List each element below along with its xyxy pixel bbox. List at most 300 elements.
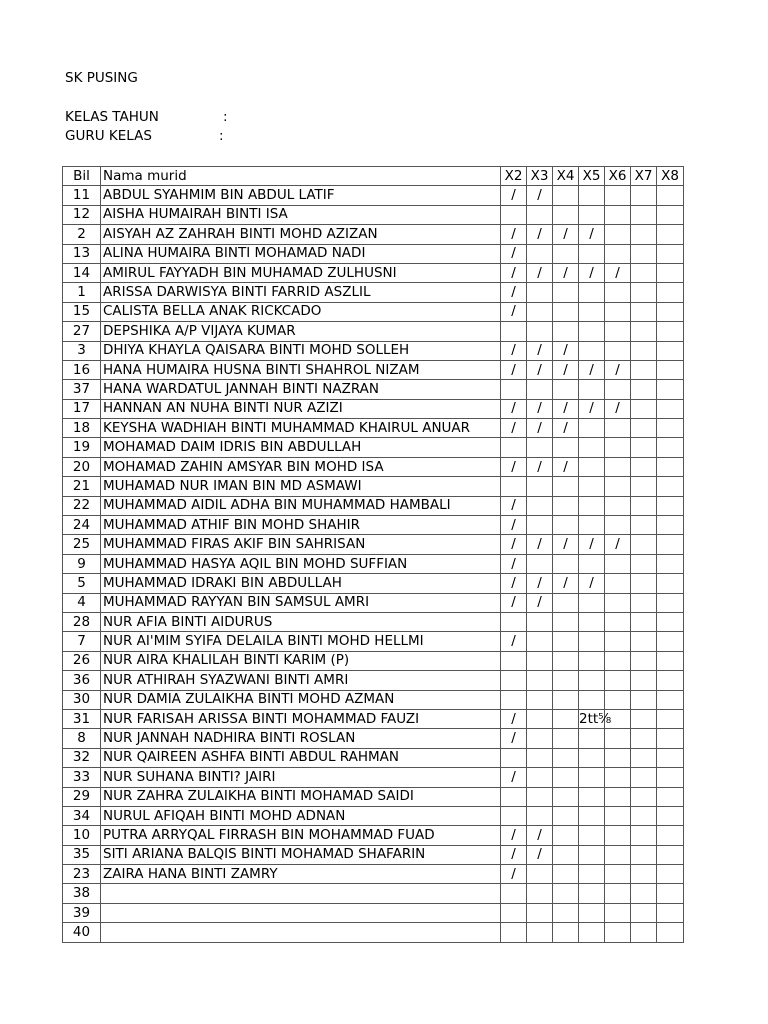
row-bil: 33 [63,768,101,787]
row-mark-x6 [605,380,631,399]
row-mark-x6 [605,419,631,438]
row-mark-x8 [657,865,684,884]
row-mark-x6 [605,845,631,864]
table-row [63,225,684,244]
row-mark-x5 [579,729,605,748]
row-mark-x7 [631,477,657,496]
table-row [63,535,684,554]
row-mark-x2 [501,787,527,806]
row-student-name: NUR AIRA KHALILAH BINTI KARIM (P) [101,651,501,670]
row-student-name: AISYAH AZ ZAHRAH BINTI MOHD AZIZAN [101,225,501,244]
row-mark-x6: / [605,399,631,418]
row-mark-x5: / [579,535,605,554]
row-mark-x8 [657,612,684,631]
row-mark-x8 [657,806,684,825]
row-mark-x8 [657,884,684,903]
row-mark-x2: / [501,729,527,748]
row-mark-x7 [631,496,657,515]
row-mark-x5 [579,903,605,922]
row-mark-x7 [631,263,657,282]
row-mark-x4 [553,496,579,515]
row-mark-x7 [631,380,657,399]
row-mark-x5 [579,612,605,631]
row-mark-x5 [579,283,605,302]
row-student-name: CALISTA BELLA ANAK RICKCADO [101,302,501,321]
row-mark-x2: / [501,186,527,205]
row-mark-x4: / [553,360,579,379]
row-mark-x4: / [553,535,579,554]
row-mark-x2: / [501,865,527,884]
row-bil: 5 [63,574,101,593]
row-mark-x6 [605,554,631,573]
row-mark-x2: / [501,574,527,593]
row-mark-x3 [527,690,553,709]
row-mark-x2 [501,884,527,903]
row-mark-x7 [631,225,657,244]
header-x3: X3 [527,167,553,186]
row-mark-x6 [605,903,631,922]
row-mark-x6 [605,477,631,496]
row-mark-x4 [553,244,579,263]
header-x2: X2 [501,167,527,186]
row-mark-x7 [631,186,657,205]
table-row [63,845,684,864]
row-mark-x8 [657,903,684,922]
row-mark-x2: / [501,225,527,244]
header-nama-murid: Nama murid [101,167,501,186]
row-mark-x6 [605,768,631,787]
row-mark-x8 [657,845,684,864]
row-mark-x6 [605,322,631,341]
row-mark-x3 [527,729,553,748]
table-row [63,516,684,535]
table-row [63,923,684,942]
table-row [63,690,684,709]
row-mark-x4 [553,593,579,612]
row-mark-x2 [501,806,527,825]
row-mark-x4 [553,768,579,787]
row-mark-x4 [553,554,579,573]
row-mark-x5 [579,748,605,767]
row-mark-x8 [657,826,684,845]
row-mark-x6 [605,729,631,748]
row-student-name: NURUL AFIQAH BINTI MOHD ADNAN [101,806,501,825]
row-mark-x8 [657,225,684,244]
row-mark-x4 [553,690,579,709]
row-mark-x5 [579,865,605,884]
row-mark-x5 [579,516,605,535]
row-mark-x5 [579,651,605,670]
header-x6: X6 [605,167,631,186]
row-mark-x6 [605,651,631,670]
row-mark-x3 [527,806,553,825]
row-mark-x6 [605,302,631,321]
row-mark-x2 [501,477,527,496]
row-mark-x8 [657,263,684,282]
row-mark-x7 [631,826,657,845]
row-bil: 10 [63,826,101,845]
row-mark-x8 [657,457,684,476]
row-mark-x7 [631,632,657,651]
row-mark-x4 [553,709,579,728]
row-mark-x7 [631,884,657,903]
table-body [63,186,684,942]
row-bil: 34 [63,806,101,825]
row-bil: 37 [63,380,101,399]
row-mark-x2 [501,671,527,690]
row-mark-x6: / [605,535,631,554]
row-mark-x4 [553,826,579,845]
row-mark-x6 [605,865,631,884]
row-mark-x7 [631,923,657,942]
row-mark-x2 [501,205,527,224]
row-mark-x3 [527,884,553,903]
row-mark-x5 [579,341,605,360]
row-bil: 29 [63,787,101,806]
row-mark-x3 [527,709,553,728]
row-mark-x5 [579,632,605,651]
guru-kelas-label: GURU KELAS [65,128,152,144]
row-mark-x7 [631,399,657,418]
row-mark-x3 [527,496,553,515]
row-mark-x5 [579,205,605,224]
row-mark-x3 [527,516,553,535]
row-mark-x5: / [579,574,605,593]
row-mark-x7 [631,845,657,864]
row-bil: 16 [63,360,101,379]
row-mark-x2: / [501,360,527,379]
row-mark-x2: / [501,826,527,845]
row-mark-x4 [553,322,579,341]
row-mark-x6 [605,186,631,205]
row-mark-x6 [605,826,631,845]
row-mark-x5 [579,496,605,515]
row-mark-x5 [579,438,605,457]
row-mark-x3: / [527,574,553,593]
row-mark-x6 [605,690,631,709]
table-row [63,884,684,903]
row-mark-x8 [657,322,684,341]
row-mark-x4: / [553,457,579,476]
row-mark-x3 [527,283,553,302]
row-student-name: SITI ARIANA BALQIS BINTI MOHAMAD SHAFARIN [101,845,501,864]
row-mark-x4 [553,516,579,535]
row-mark-x8 [657,477,684,496]
row-mark-x4 [553,903,579,922]
row-mark-x6 [605,671,631,690]
row-bil: 28 [63,612,101,631]
row-mark-x4 [553,729,579,748]
row-mark-x5: / [579,225,605,244]
row-mark-x6 [605,787,631,806]
row-mark-x7 [631,244,657,263]
row-student-name: NUR AI'MIM SYIFA DELAILA BINTI MOHD HELLMI [101,632,501,651]
row-mark-x8 [657,535,684,554]
header-x8: X8 [657,167,684,186]
row-student-name: ZAIRA HANA BINTI ZAMRY [101,865,501,884]
row-mark-x2: / [501,457,527,476]
row-student-name: NUR JANNAH NADHIRA BINTI ROSLAN [101,729,501,748]
row-student-name: KEYSHA WADHIAH BINTI MUHAMMAD KHAIRUL ANUAR [101,419,501,438]
table-row [63,380,684,399]
table-row [63,360,684,379]
row-mark-x2: / [501,263,527,282]
row-mark-x3 [527,380,553,399]
guru-kelas-line [65,128,224,144]
row-mark-x7 [631,690,657,709]
row-bil: 40 [63,923,101,942]
table-row [63,322,684,341]
row-mark-x3 [527,865,553,884]
row-mark-x3: / [527,263,553,282]
row-mark-x7 [631,205,657,224]
row-student-name: NUR SUHANA BINTI? JAIRI [101,768,501,787]
row-mark-x4 [553,806,579,825]
row-mark-x3: / [527,535,553,554]
row-mark-x5 [579,884,605,903]
row-mark-x2 [501,903,527,922]
table-row [63,341,684,360]
row-bil: 23 [63,865,101,884]
row-mark-x2: / [501,632,527,651]
row-bil: 1 [63,283,101,302]
row-student-name: MUHAMAD NUR IMAN BIN MD ASMAWI [101,477,501,496]
header-x5: X5 [579,167,605,186]
row-bil: 32 [63,748,101,767]
row-mark-x6 [605,574,631,593]
row-mark-x3 [527,322,553,341]
row-bil: 13 [63,244,101,263]
row-student-name: MOHAMAD ZAHIN AMSYAR BIN MOHD ISA [101,457,501,476]
row-mark-x5 [579,186,605,205]
row-mark-x6 [605,283,631,302]
row-mark-x8 [657,360,684,379]
row-mark-x5 [579,380,605,399]
row-mark-x8 [657,205,684,224]
row-mark-x2: / [501,341,527,360]
row-mark-x5 [579,593,605,612]
row-mark-x6: / [605,360,631,379]
row-mark-x8 [657,244,684,263]
row-mark-x4 [553,477,579,496]
table-row [63,632,684,651]
row-mark-x2 [501,923,527,942]
row-student-name: MUHAMMAD RAYYAN BIN SAMSUL AMRI [101,593,501,612]
row-mark-x2: / [501,535,527,554]
row-student-name: NUR ATHIRAH SYAZWANI BINTI AMRI [101,671,501,690]
row-student-name [101,903,501,922]
row-mark-x2: / [501,419,527,438]
row-mark-x8 [657,787,684,806]
row-mark-x8 [657,593,684,612]
row-bil: 11 [63,186,101,205]
row-mark-x2 [501,380,527,399]
row-mark-x7 [631,574,657,593]
row-mark-x3 [527,923,553,942]
kelas-tahun-separator: : [223,109,228,125]
row-mark-x3 [527,612,553,631]
row-mark-x3 [527,244,553,263]
row-mark-x5 [579,690,605,709]
row-mark-x7 [631,419,657,438]
row-mark-x2: / [501,496,527,515]
header-bil: Bil [63,167,101,186]
row-mark-x7 [631,438,657,457]
row-mark-x7 [631,748,657,767]
row-mark-x8 [657,516,684,535]
row-student-name: MUHAMMAD IDRAKI BIN ABDULLAH [101,574,501,593]
row-bil: 2 [63,225,101,244]
row-bil: 38 [63,884,101,903]
table-row [63,729,684,748]
row-mark-x5 [579,244,605,263]
row-mark-x7 [631,360,657,379]
row-mark-x2: / [501,593,527,612]
row-mark-x7 [631,283,657,302]
row-student-name: NUR AFIA BINTI AIDURUS [101,612,501,631]
table-row [63,302,684,321]
row-mark-x3: / [527,845,553,864]
table-row [63,806,684,825]
row-mark-x8 [657,186,684,205]
row-student-name: MOHAMAD DAIM IDRIS BIN ABDULLAH [101,438,501,457]
row-bil: 26 [63,651,101,670]
row-mark-x3: / [527,186,553,205]
row-mark-x5: / [579,399,605,418]
row-mark-x2: / [501,283,527,302]
table-row [63,865,684,884]
row-mark-x7 [631,865,657,884]
row-bil: 22 [63,496,101,515]
row-student-name: HANA WARDATUL JANNAH BINTI NAZRAN [101,380,501,399]
row-mark-x4: / [553,574,579,593]
row-bil: 30 [63,690,101,709]
table-row [63,283,684,302]
table-row [63,748,684,767]
row-mark-x5 [579,845,605,864]
row-mark-x6 [605,593,631,612]
row-student-name: ARISSA DARWISYA BINTI FARRID ASZLIL [101,283,501,302]
row-mark-x4 [553,865,579,884]
row-mark-x7 [631,709,657,728]
row-mark-x6 [605,806,631,825]
row-mark-x7 [631,341,657,360]
row-mark-x2 [501,690,527,709]
row-mark-x2: / [501,709,527,728]
row-mark-x8 [657,632,684,651]
row-mark-x8 [657,341,684,360]
row-mark-x3 [527,477,553,496]
row-mark-x8 [657,380,684,399]
row-mark-x2 [501,748,527,767]
row-bil: 14 [63,263,101,282]
row-student-name: NUR ZAHRA ZULAIKHA BINTI MOHAMAD SAIDI [101,787,501,806]
row-bil: 4 [63,593,101,612]
row-mark-x7 [631,612,657,631]
table-row [63,593,684,612]
table-row [63,651,684,670]
row-mark-x6 [605,632,631,651]
row-mark-x7 [631,457,657,476]
row-mark-x8 [657,419,684,438]
row-bil: 12 [63,205,101,224]
row-mark-x7 [631,322,657,341]
row-mark-x3 [527,651,553,670]
row-mark-x2: / [501,768,527,787]
table-row [63,787,684,806]
row-bil: 31 [63,709,101,728]
row-mark-x5 [579,477,605,496]
row-mark-x5 [579,923,605,942]
row-student-name: MUHAMMAD AIDIL ADHA BIN MUHAMMAD HAMBALI [101,496,501,515]
row-mark-x4: / [553,419,579,438]
row-mark-x6 [605,884,631,903]
row-mark-x3: / [527,419,553,438]
row-mark-x4 [553,671,579,690]
table-row [63,903,684,922]
row-bil: 20 [63,457,101,476]
row-mark-x5 [579,826,605,845]
row-mark-x8 [657,709,684,728]
table-row [63,438,684,457]
row-mark-x7 [631,516,657,535]
row-bil: 9 [63,554,101,573]
table-row [63,419,684,438]
row-mark-x2: / [501,244,527,263]
table-row [63,186,684,205]
row-mark-x5: / [579,360,605,379]
row-student-name: NUR DAMIA ZULAIKHA BINTI MOHD AZMAN [101,690,501,709]
row-mark-x5: / [579,263,605,282]
row-mark-x3 [527,632,553,651]
row-student-name [101,884,501,903]
row-mark-x4 [553,651,579,670]
row-student-name: ALINA HUMAIRA BINTI MOHAMAD NADI [101,244,501,263]
row-mark-x7 [631,903,657,922]
row-mark-x3 [527,748,553,767]
row-mark-x5 [579,457,605,476]
row-mark-x4 [553,923,579,942]
table-row [63,496,684,515]
row-mark-x3 [527,205,553,224]
table-row [63,554,684,573]
row-mark-x3: / [527,826,553,845]
row-mark-x2: / [501,845,527,864]
row-mark-x4 [553,787,579,806]
table-row [63,709,684,728]
table-row [63,399,684,418]
row-mark-x5 [579,768,605,787]
row-mark-x4 [553,438,579,457]
table-row [63,612,684,631]
row-bil: 3 [63,341,101,360]
row-mark-x8 [657,923,684,942]
row-mark-x4 [553,748,579,767]
row-mark-x6 [605,496,631,515]
row-student-name: AISHA HUMAIRAH BINTI ISA [101,205,501,224]
student-roster-table [62,166,684,943]
row-mark-x8 [657,651,684,670]
row-student-name: DEPSHIKA A/P VIJAYA KUMAR [101,322,501,341]
row-student-name: HANA HUMAIRA HUSNA BINTI SHAHROL NIZAM [101,360,501,379]
table-row [63,244,684,263]
row-mark-x2 [501,612,527,631]
row-mark-x4: / [553,225,579,244]
row-bil: 15 [63,302,101,321]
row-mark-x8 [657,748,684,767]
row-mark-x4 [553,205,579,224]
row-mark-x3: / [527,399,553,418]
